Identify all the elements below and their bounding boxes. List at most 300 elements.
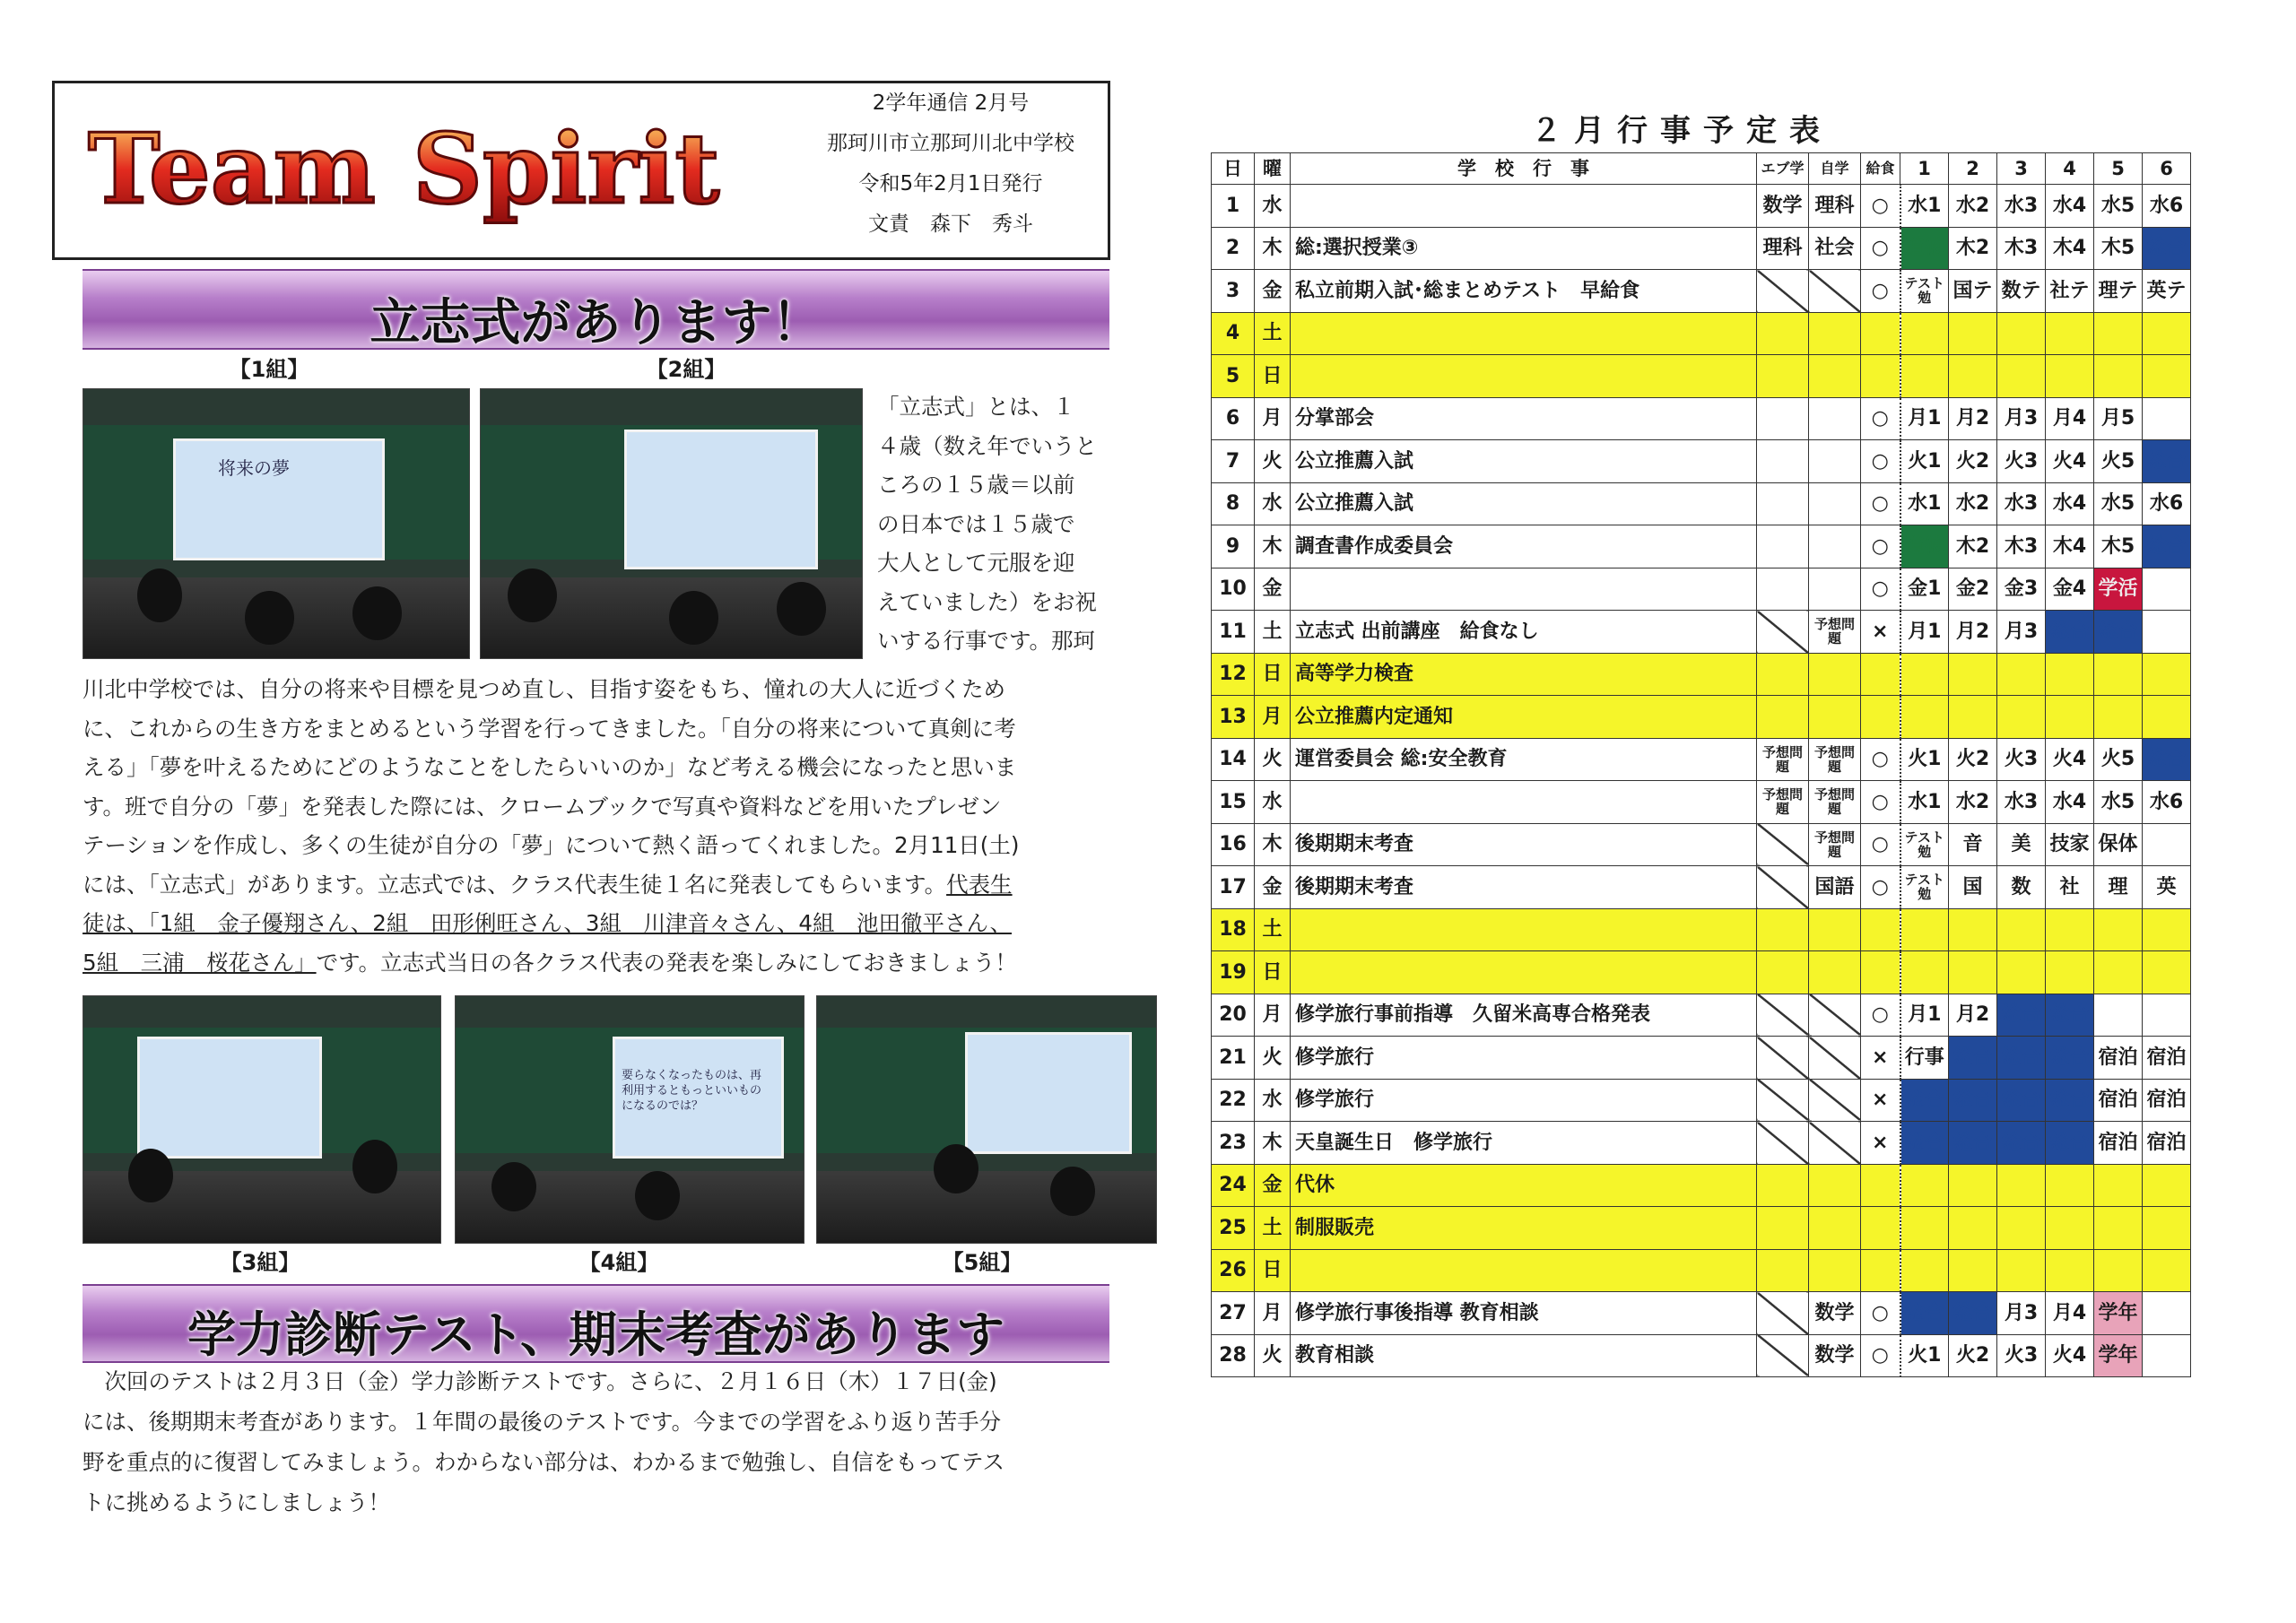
schedule-header-cell: 3 (1997, 153, 2046, 185)
ebugaku-cell (1757, 823, 1809, 866)
period-cell: 道徳 (1900, 227, 1949, 270)
lunch-cell (1861, 951, 1900, 994)
weekday-cell: 木 (1255, 1122, 1291, 1165)
weekday-cell: 月 (1255, 397, 1291, 440)
ebugaku-cell (1757, 525, 1809, 568)
period-cell (1997, 355, 2046, 398)
period-cell: 火3 (1997, 1334, 2046, 1377)
lunch-cell: ○ (1861, 994, 1900, 1037)
period-cell (2143, 696, 2191, 739)
period-cell: 総合 (1949, 1037, 1997, 1080)
period-cell (2143, 994, 2191, 1037)
period-cell: 火1 (1900, 440, 1949, 483)
lunch-cell (1861, 908, 1900, 951)
jigaku-cell: 予想問題 (1809, 611, 1861, 654)
weekday-cell: 木 (1255, 525, 1291, 568)
lunch-cell (1861, 696, 1900, 739)
event-cell: 公立推薦内定通知 (1291, 696, 1757, 739)
schedule-header-cell: 1 (1900, 153, 1949, 185)
weekday-cell: 水 (1255, 1079, 1291, 1122)
issue-label: 2学年通信 2月号 (872, 91, 1030, 115)
period-cell: 火4 (2046, 738, 2094, 781)
day-cell: 28 (1212, 1334, 1255, 1377)
day-cell: 7 (1212, 440, 1255, 483)
lunch-cell: ○ (1861, 1334, 1900, 1377)
lunch-cell (1861, 1249, 1900, 1292)
period-cell: 月3 (1997, 397, 2046, 440)
period-cell: 宿泊 (2143, 1037, 2191, 1080)
weekday-cell: 土 (1255, 611, 1291, 654)
schedule-row (1212, 270, 2191, 313)
period-cell: 月3 (1997, 611, 2046, 654)
period-cell (1900, 355, 1949, 398)
lunch-cell: ○ (1861, 227, 1900, 270)
schedule-row (1212, 1207, 2191, 1250)
period-cell (1900, 1164, 1949, 1207)
period-cell: 総合 (2094, 611, 2143, 654)
day-cell: 22 (1212, 1079, 1255, 1122)
ebugaku-cell (1757, 611, 1809, 654)
schedule-row (1212, 738, 2191, 781)
day-cell: 10 (1212, 568, 1255, 611)
period-cell: 月4 (2046, 1292, 2094, 1335)
event-cell (1291, 951, 1757, 994)
ebugaku-cell (1757, 1122, 1809, 1165)
period-cell: 水5 (2094, 185, 2143, 228)
period-cell: 月2 (1949, 397, 1997, 440)
ebugaku-cell (1757, 1292, 1809, 1335)
jigaku-cell: 予想問題 (1809, 738, 1861, 781)
period-cell: 数テ (1997, 270, 2046, 313)
period-cell: 総合 (1997, 994, 2046, 1037)
day-cell: 1 (1212, 185, 1255, 228)
period-cell: 総合 (2046, 994, 2094, 1037)
event-cell: 修学旅行事前指導 久留米高専合格発表 (1291, 994, 1757, 1037)
event-cell: 制服販売 (1291, 1207, 1757, 1250)
schedule-row (1212, 1079, 2191, 1122)
photo-class5 (816, 995, 1157, 1244)
period-cell: 月1 (1900, 994, 1949, 1037)
schedule-row (1212, 1164, 2191, 1207)
weekday-cell: 日 (1255, 951, 1291, 994)
period-cell: 月2 (1949, 994, 1997, 1037)
jigaku-cell (1809, 951, 1861, 994)
schedule-row (1212, 397, 2191, 440)
period-cell (2143, 312, 2191, 355)
period-cell: 総合 (1997, 1122, 2046, 1165)
period-cell (1997, 653, 2046, 696)
team-spirit-logo (81, 106, 762, 240)
day-cell: 14 (1212, 738, 1255, 781)
lunch-cell: ○ (1861, 525, 1900, 568)
period-cell (2094, 355, 2143, 398)
event-cell: 公立推薦入試 (1291, 482, 1757, 525)
period-cell (2046, 312, 2094, 355)
event-cell: 後期期末考査 (1291, 866, 1757, 909)
schedule-title: ２月行事予定表 (1531, 113, 1832, 149)
weekday-cell: 土 (1255, 312, 1291, 355)
jigaku-cell (1809, 312, 1861, 355)
period-cell: 総合 (1997, 1079, 2046, 1122)
period-cell: 水2 (1949, 482, 1997, 525)
period-cell: 美 (1997, 823, 2046, 866)
schedule-row (1212, 568, 2191, 611)
jigaku-cell (1809, 355, 1861, 398)
event-cell: 調査書作成委員会 (1291, 525, 1757, 568)
period-cell (2046, 1164, 2094, 1207)
weekday-cell: 金 (1255, 568, 1291, 611)
section1-title: 立志式があります！ (370, 294, 822, 352)
period-cell: 総合 (1900, 1122, 1949, 1165)
period-cell: 水4 (2046, 185, 2094, 228)
period-cell: 火2 (1949, 738, 1997, 781)
period-cell (2143, 568, 2191, 611)
period-cell: 総合 (2143, 738, 2191, 781)
day-cell: 4 (1212, 312, 1255, 355)
day-cell: 19 (1212, 951, 1255, 994)
schedule-row (1212, 781, 2191, 824)
weekday-cell: 金 (1255, 866, 1291, 909)
period-cell (2143, 1207, 2191, 1250)
period-cell (1949, 1207, 1997, 1250)
period-cell (1900, 951, 1949, 994)
day-cell: 17 (1212, 866, 1255, 909)
event-cell (1291, 908, 1757, 951)
jigaku-cell: 国語 (1809, 866, 1861, 909)
period-cell: 水3 (1997, 185, 2046, 228)
event-cell: 教育相談 (1291, 1334, 1757, 1377)
schedule-header-cell: 自学 (1809, 153, 1861, 185)
schedule-row (1212, 525, 2191, 568)
period-cell: 水1 (1900, 482, 1949, 525)
ebugaku-cell: 理科 (1757, 227, 1809, 270)
schedule-row (1212, 1037, 2191, 1080)
period-cell: 木3 (1997, 227, 2046, 270)
schedule-header-cell: 曜 (1255, 153, 1291, 185)
lunch-cell: ○ (1861, 482, 1900, 525)
weekday-cell: 日 (1255, 355, 1291, 398)
day-cell: 25 (1212, 1207, 1255, 1250)
lunch-cell: × (1861, 1037, 1900, 1080)
period-cell (2143, 1249, 2191, 1292)
jigaku-cell (1809, 525, 1861, 568)
period-cell (2046, 355, 2094, 398)
period-cell: 火5 (2094, 738, 2143, 781)
weekday-cell: 月 (1255, 1292, 1291, 1335)
period-cell: 木5 (2094, 525, 2143, 568)
period-cell: 水2 (1949, 781, 1997, 824)
period-cell (1900, 908, 1949, 951)
section2-body: 次回のテストは２月３日（金）学力診断テストです。さらに、２月１６日（木）１７日(金) には、後期期末考査があります。１年間の最後のテストです。今までの学習をふり返り苦手分 野を重点的に復習してみましょう。わからない部分は、わかるまで勉強し、自信をもってテス トに挑めるようにしましょう！ (83, 1368, 1005, 1515)
period-cell: 火4 (2046, 1334, 2094, 1377)
schedule-row (1212, 866, 2191, 909)
period-cell (2143, 823, 2191, 866)
period-cell (1949, 951, 1997, 994)
period-cell: 社テ (2046, 270, 2094, 313)
period-cell: テスト勉 (1900, 866, 1949, 909)
event-cell: 修学旅行 (1291, 1037, 1757, 1080)
schedule-row (1212, 355, 2191, 398)
period-cell: 総合 (1949, 1079, 1997, 1122)
lunch-cell (1861, 1207, 1900, 1250)
period-cell: 火4 (2046, 440, 2094, 483)
schedule-row (1212, 611, 2191, 654)
jigaku-cell (1809, 1079, 1861, 1122)
period-cell: 火2 (1949, 440, 1997, 483)
section2-banner (83, 1284, 1109, 1363)
period-cell (1949, 355, 1997, 398)
ebugaku-cell (1757, 270, 1809, 313)
period-cell: 国テ (1949, 270, 1997, 313)
period-cell (2143, 1292, 2191, 1335)
event-cell: 修学旅行 (1291, 1079, 1757, 1122)
period-cell: 火2 (1949, 1334, 1997, 1377)
period-cell: 総合 (1900, 1079, 1949, 1122)
period-cell: 水6 (2143, 185, 2191, 228)
photo-class1: 将来の夢 (83, 388, 470, 659)
period-cell (2143, 397, 2191, 440)
period-cell: 保体 (2094, 823, 2143, 866)
period-cell: 月1 (1900, 611, 1949, 654)
period-cell: 水5 (2094, 482, 2143, 525)
event-cell (1291, 781, 1757, 824)
weekday-cell: 水 (1255, 185, 1291, 228)
period-cell (2094, 951, 2143, 994)
schedule-row (1212, 1122, 2191, 1165)
period-cell: 水4 (2046, 781, 2094, 824)
event-cell: 代休 (1291, 1164, 1757, 1207)
editor-name: 文責 森下 秀斗 (868, 213, 1033, 236)
ebugaku-cell (1757, 994, 1809, 1037)
section2-title: 学力診断テスト、期末考査があります (187, 1306, 1004, 1363)
period-cell: 水1 (1900, 185, 1949, 228)
day-cell: 8 (1212, 482, 1255, 525)
period-cell: 宿泊 (2143, 1122, 2191, 1165)
jigaku-cell: 予想問題 (1809, 823, 1861, 866)
event-cell (1291, 185, 1757, 228)
weekday-cell: 木 (1255, 823, 1291, 866)
period-cell: 総合 (2143, 440, 2191, 483)
period-cell: 総合 (1900, 1292, 1949, 1335)
period-cell (1949, 312, 1997, 355)
jigaku-cell (1809, 653, 1861, 696)
period-cell: 水6 (2143, 482, 2191, 525)
lunch-cell: ○ (1861, 440, 1900, 483)
period-cell: 金4 (2046, 568, 2094, 611)
lunch-cell: ○ (1861, 568, 1900, 611)
period-cell: 火3 (1997, 738, 2046, 781)
schedule-row (1212, 1292, 2191, 1335)
weekday-cell: 木 (1255, 227, 1291, 270)
period-cell (2094, 696, 2143, 739)
period-cell: 行事 (1900, 1037, 1949, 1080)
period-cell: 総合 (1997, 1037, 2046, 1080)
weekday-cell: 水 (1255, 482, 1291, 525)
caption-class5: 【5組】 (942, 1250, 1022, 1275)
schedule-row (1212, 1249, 2191, 1292)
schedule-table (1211, 152, 2191, 1377)
jigaku-cell: 数学 (1809, 1292, 1861, 1335)
period-cell: 宿泊 (2094, 1037, 2143, 1080)
ebugaku-cell (1757, 1037, 1809, 1080)
jigaku-cell: 予想問題 (1809, 781, 1861, 824)
day-cell: 6 (1212, 397, 1255, 440)
period-cell: 月2 (1949, 611, 1997, 654)
period-cell (2094, 994, 2143, 1037)
photo-class2 (480, 388, 863, 659)
period-cell: 音 (1949, 823, 1997, 866)
period-cell: 総合 (1949, 1292, 1997, 1335)
event-cell: 総:選択授業③ (1291, 227, 1757, 270)
ebugaku-cell: 予想問題 (1757, 738, 1809, 781)
jigaku-cell (1809, 1164, 1861, 1207)
lunch-cell: ○ (1861, 1292, 1900, 1335)
period-cell: 宿泊 (2094, 1079, 2143, 1122)
photo-class3 (83, 995, 441, 1244)
period-cell (2143, 1334, 2191, 1377)
period-cell (2046, 951, 2094, 994)
schedule-row (1212, 823, 2191, 866)
event-cell: 高等学力検査 (1291, 653, 1757, 696)
period-cell: 宿泊 (2143, 1079, 2191, 1122)
period-cell: 水6 (2143, 781, 2191, 824)
schedule-row (1212, 994, 2191, 1037)
day-cell: 21 (1212, 1037, 1255, 1080)
schedule-row (1212, 312, 2191, 355)
period-cell: 理テ (2094, 270, 2143, 313)
schedule-header-cell: 4 (2046, 153, 2094, 185)
event-cell (1291, 568, 1757, 611)
period-cell: 月1 (1900, 397, 1949, 440)
weekday-cell: 金 (1255, 1164, 1291, 1207)
day-cell: 20 (1212, 994, 1255, 1037)
period-cell: テスト勉 (1900, 823, 1949, 866)
photo-class4: 要らなくなったものは、再利用するともっといいものになるのでは？ (455, 995, 804, 1244)
period-cell (1900, 312, 1949, 355)
event-cell: 運営委員会 総:安全教育 (1291, 738, 1757, 781)
lunch-cell: ○ (1861, 781, 1900, 824)
period-cell: 総合 (2046, 1079, 2094, 1122)
jigaku-cell (1809, 908, 1861, 951)
weekday-cell: 月 (1255, 696, 1291, 739)
period-cell (2046, 1207, 2094, 1250)
schedule-row (1212, 1334, 2191, 1377)
period-cell: 月4 (2046, 397, 2094, 440)
jigaku-cell: 理科 (1809, 185, 1861, 228)
period-cell: 木2 (1949, 525, 1997, 568)
period-cell (1997, 1207, 2046, 1250)
period-cell (1997, 696, 2046, 739)
jigaku-cell (1809, 1037, 1861, 1080)
ebugaku-cell (1757, 1334, 1809, 1377)
period-cell: 国 (1949, 866, 1997, 909)
lunch-cell: ○ (1861, 866, 1900, 909)
period-cell (2143, 355, 2191, 398)
period-cell: 木3 (1997, 525, 2046, 568)
event-cell (1291, 355, 1757, 398)
period-cell (2046, 653, 2094, 696)
ebugaku-cell (1757, 653, 1809, 696)
period-cell (1900, 1249, 1949, 1292)
schedule-header-cell: 2 (1949, 153, 1997, 185)
event-cell: 分掌部会 (1291, 397, 1757, 440)
weekday-cell: 水 (1255, 781, 1291, 824)
period-cell: 金2 (1949, 568, 1997, 611)
period-cell: 木2 (1949, 227, 1997, 270)
jigaku-cell (1809, 1207, 1861, 1250)
period-cell (2094, 1249, 2143, 1292)
schedule-header-cell: エブ学 (1757, 153, 1809, 185)
period-cell (2046, 696, 2094, 739)
period-cell: テスト勉 (1900, 270, 1949, 313)
lunch-cell (1861, 1164, 1900, 1207)
ebugaku-cell (1757, 568, 1809, 611)
period-cell (1949, 908, 1997, 951)
ebugaku-cell (1757, 397, 1809, 440)
period-cell: 月3 (1997, 1292, 2046, 1335)
ebugaku-cell (1757, 355, 1809, 398)
schedule-header-cell: 学 校 行 事 (1291, 153, 1757, 185)
issue-date: 令和5年2月1日発行 (858, 172, 1043, 195)
period-cell: 金1 (1900, 568, 1949, 611)
day-cell: 5 (1212, 355, 1255, 398)
day-cell: 3 (1212, 270, 1255, 313)
period-cell: 社 (2046, 866, 2094, 909)
period-cell: 木5 (2094, 227, 2143, 270)
period-cell (1900, 696, 1949, 739)
weekday-cell: 土 (1255, 1207, 1291, 1250)
schedule-row (1212, 440, 2191, 483)
period-cell: 火3 (1997, 440, 2046, 483)
jigaku-cell: 数学 (1809, 1334, 1861, 1377)
period-cell: 火1 (1900, 738, 1949, 781)
day-cell: 13 (1212, 696, 1255, 739)
day-cell: 12 (1212, 653, 1255, 696)
period-cell (2094, 312, 2143, 355)
period-cell (2094, 908, 2143, 951)
period-cell (2143, 951, 2191, 994)
day-cell: 15 (1212, 781, 1255, 824)
schedule-row (1212, 482, 2191, 525)
period-cell (2143, 653, 2191, 696)
weekday-cell: 火 (1255, 1037, 1291, 1080)
period-cell (2094, 1164, 2143, 1207)
ebugaku-cell (1757, 440, 1809, 483)
period-cell: 火5 (2094, 440, 2143, 483)
lunch-cell: ○ (1861, 397, 1900, 440)
period-cell: 水5 (2094, 781, 2143, 824)
weekday-cell: 火 (1255, 738, 1291, 781)
event-cell (1291, 312, 1757, 355)
period-cell (2046, 908, 2094, 951)
svg-text:Spirit: Spirit (413, 113, 720, 226)
period-cell (1949, 653, 1997, 696)
lunch-cell (1861, 355, 1900, 398)
day-cell: 18 (1212, 908, 1255, 951)
period-cell: 英 (2143, 866, 2191, 909)
period-cell (2046, 1249, 2094, 1292)
period-cell (2143, 908, 2191, 951)
school-name: 那珂川市立那珂川北中学校 (827, 132, 1074, 155)
jigaku-cell (1809, 440, 1861, 483)
period-cell: 月5 (2094, 397, 2143, 440)
period-cell: 学年 (2094, 1334, 2143, 1377)
period-cell (2143, 1164, 2191, 1207)
period-cell: 総合 (2143, 227, 2191, 270)
day-cell: 27 (1212, 1292, 1255, 1335)
schedule-row (1212, 696, 2191, 739)
period-cell: 水4 (2046, 482, 2094, 525)
